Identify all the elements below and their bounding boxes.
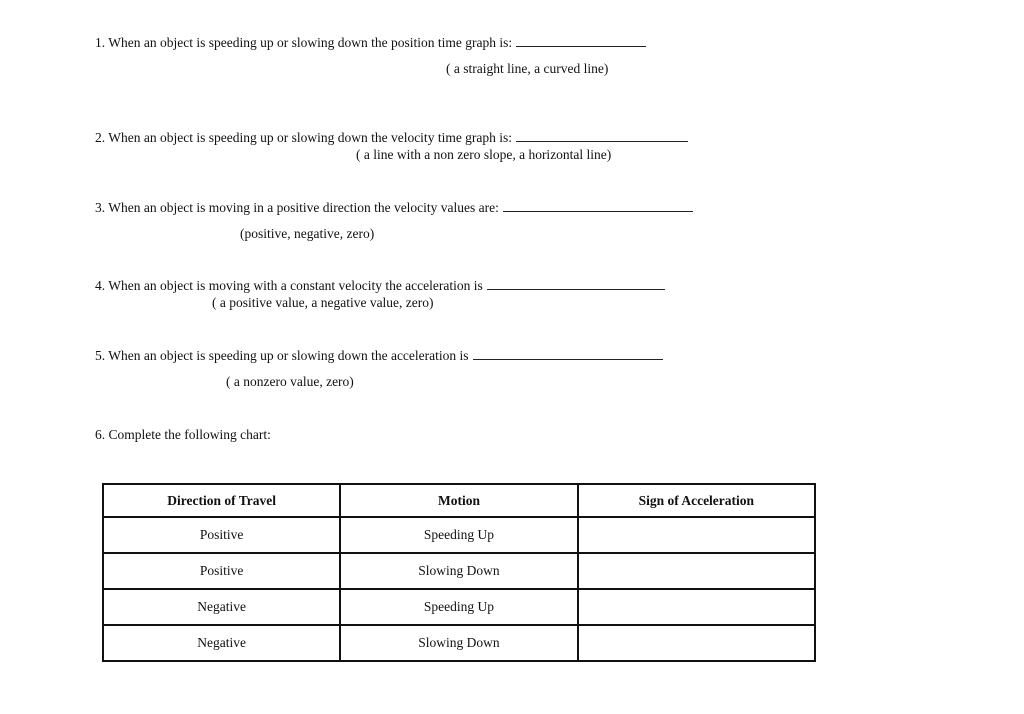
question-1-options: ( a straight line, a curved line) [446,61,609,76]
answer-blank-3[interactable] [503,210,693,212]
cell-motion: Slowing Down [340,625,577,661]
table-row [103,589,815,625]
question-6: 6. Complete the following chart: [95,427,271,442]
acceleration-chart [102,483,816,662]
header-direction: Direction of Travel [103,484,340,517]
question-4-text: 4. When an object is moving with a constant velocity the acceleration is [95,278,483,293]
cell-sign-answer[interactable] [578,517,815,553]
cell-motion: Slowing Down [340,553,577,589]
question-2 [95,130,688,146]
header-motion: Motion [340,484,577,517]
answer-blank-4[interactable] [487,288,665,290]
question-1 [95,35,646,51]
question-3-options: (positive, negative, zero) [240,226,375,241]
question-2-options: ( a line with a non zero slope, a horizontal line) [356,147,612,162]
table-row [103,517,815,553]
chart-header-row [103,484,815,517]
cell-direction: Positive [103,517,340,553]
table-row [103,553,815,589]
question-1-text: 1. When an object is speeding up or slowing down the position time graph is: [95,35,513,50]
cell-sign-answer[interactable] [578,589,815,625]
answer-blank-2[interactable] [516,140,688,142]
question-3 [95,200,693,216]
answer-blank-5[interactable] [473,358,663,360]
question-4 [95,278,665,294]
cell-sign-answer[interactable] [578,553,815,589]
question-5 [95,348,663,364]
header-sign: Sign of Acceleration [578,484,815,517]
question-5-options: ( a nonzero value, zero) [226,374,354,389]
question-5-text: 5. When an object is speeding up or slowing down the acceleration is [95,348,469,363]
question-3-text: 3. When an object is moving in a positive direction the velocity values are: [95,200,499,215]
cell-direction: Negative [103,589,340,625]
answer-blank-1[interactable] [516,45,646,47]
cell-sign-answer[interactable] [578,625,815,661]
table-row [103,625,815,661]
cell-motion: Speeding Up [340,589,577,625]
cell-direction: Negative [103,625,340,661]
cell-direction: Positive [103,553,340,589]
question-2-text: 2. When an object is speeding up or slowing down the velocity time graph is: [95,130,513,145]
cell-motion: Speeding Up [340,517,577,553]
question-4-options: ( a positive value, a negative value, zero) [212,295,434,310]
